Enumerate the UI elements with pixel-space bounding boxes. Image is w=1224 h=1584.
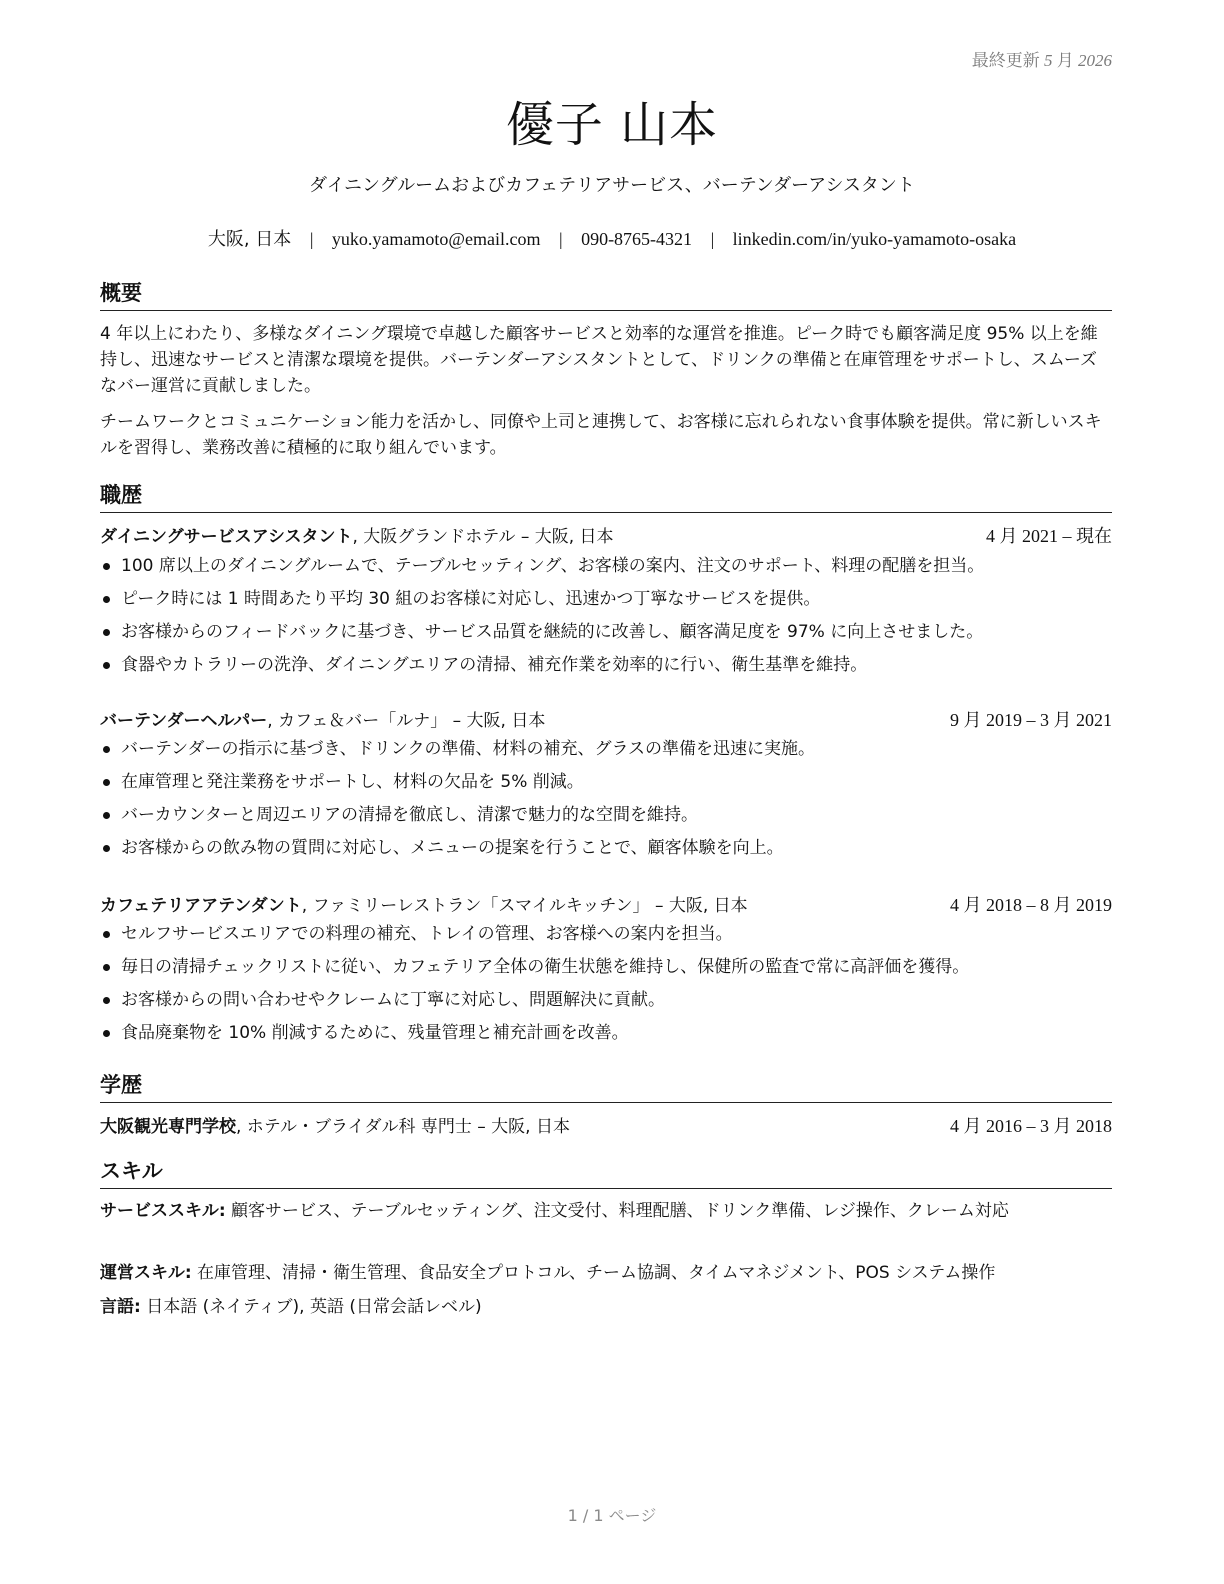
job-bullets [100,737,1112,869]
contact-separator: | [309,229,314,249]
education-entry [100,1112,1112,1138]
job-place: , カフェ＆バー「ルナ」 – 大阪, 日本 [267,711,546,731]
list-item: 在庫管理と発注業務をサポートし、材料の欠品を 5% 削減。 [100,770,1112,803]
contact-separator: | [710,229,715,249]
job-role: ダイニングサービスアシスタント [100,527,353,547]
list-item: 毎日の清掃チェックリストに従い、カフェテリア全体の衛生状態を維持し、保健所の監査で常に高評価を獲得。 [100,955,1112,988]
job-role: バーテンダーヘルパー [100,711,268,731]
skill-value: 在庫管理、清掃・衛生管理、食品安全プロトコル、チーム協調、タイムマネジメント、POS システム操作 [191,1263,996,1283]
education-dates: 4 月 2016 – 3 月 2018 [950,1116,1112,1136]
skill-row-service [100,1198,1112,1224]
candidate-name: 優子 山本 [505,97,719,153]
education-detail: , ホテル・ブライダル科 専門士 – 大阪, 日本 [236,1117,570,1137]
job-title-line [100,891,748,917]
list-item: ピーク時には 1 時間あたり平均 30 組のお客様に対応し、迅速かつ丁寧なサービスを提供。 [100,587,1112,620]
school-name: 大阪観光専門学校 [100,1117,236,1137]
skill-row-operations [100,1260,1112,1286]
contact-separator: | [558,229,563,249]
summary-heading: 概要 [100,277,1112,311]
skill-label: 運営スキル: [100,1263,192,1283]
list-item: バーテンダーの指示に基づき、ドリンクの準備、材料の補充、グラスの準備を迅速に実施。 [100,737,1112,770]
list-item: お客様からの飲み物の質問に対応し、メニューの提案を行うことで、顧客体験を向上。 [100,836,1112,869]
education-title-line [100,1112,570,1138]
education-heading: 学歴 [100,1069,1112,1103]
list-item: 100 席以上のダイニングルームで、テーブルセッティング、お客様の案内、注文のサポート、料理の配膳を担当。 [100,554,1112,587]
last-updated [972,46,1112,71]
skills-heading: スキル [100,1155,1112,1189]
job-header [100,706,1112,732]
page-number: 1 / 1 ページ [567,1506,657,1525]
job-place: , 大阪グランドホテル – 大阪, 日本 [352,527,614,547]
contact-location: 大阪, 日本 [207,229,292,250]
skill-label: 言語: [100,1297,141,1317]
job-dates: 4 月 2018 – 8 月 2019 [950,895,1112,915]
last-updated-year: 2026 [1078,51,1112,70]
list-item: セルフサービスエリアでの料理の補充、トレイの管理、お客様への案内を担当。 [100,922,1112,955]
job-bullets [100,554,1112,686]
experience-heading: 職歴 [100,479,1112,513]
contact-phone[interactable]: 090-8765-4321 [581,229,693,249]
job-dates: 4 月 2021 – 現在 [986,526,1112,546]
contact-line [0,225,1224,251]
list-item: 食品廃棄物を 10% 削減するために、残量管理と補充計画を改善。 [100,1021,1112,1054]
job-dates: 9 月 2019 – 3 月 2021 [950,710,1112,730]
job-title-line [100,706,545,732]
list-item: お客様からのフィードバックに基づき、サービス品質を継続的に改善し、顧客満足度を 97% に向上させました。 [100,620,1112,653]
contact-email[interactable]: yuko.yamamoto@email.com [331,229,541,249]
skill-value: 日本語 (ネイティブ), 英語 (日常会話レベル) [140,1297,482,1317]
last-updated-month: 5 [1044,51,1053,70]
job-role: カフェテリアアテンダント [100,896,302,916]
last-updated-label: 最終更新 [971,51,1040,70]
contact-linkedin[interactable]: linkedin.com/in/yuko-yamamoto-osaka [732,229,1017,249]
list-item: 食器やカトラリーの洗浄、ダイニングエリアの清掃、補充作業を効率的に行い、衛生基準を維持。 [100,653,1112,686]
job-bullets [100,922,1112,1054]
skill-value: 顧客サービス、テーブルセッティング、注文受付、料理配膳、ドリンク準備、レジ操作、クレーム対応 [225,1201,1009,1221]
list-item: バーカウンターと周辺エリアの清掃を徹底し、清潔で魅力的な空間を維持。 [100,803,1112,836]
job-header [100,522,1112,548]
skill-label: サービススキル: [100,1201,226,1221]
job-place: , ファミリーレストラン「スマイルキッチン」 – 大阪, 日本 [301,896,748,916]
job-header [100,891,1112,917]
summary-paragraph: 4 年以上にわたり、多様なダイニング環境で卓越した顧客サービスと効率的な運営を推進。ピーク時でも顧客満足度 95% 以上を維持し、迅速なサービスと清潔な環境を提供。バーテンダーアシスタントとして、ドリンクの準備と在庫管理をサポートし、スムーズなバー運営に貢献しました。 [100,324,1098,396]
skill-row-languages [100,1294,1112,1320]
last-updated-month-unit: 月 [1056,51,1074,70]
list-item: お客様からの問い合わせやクレームに丁寧に対応し、問題解決に貢献。 [100,988,1112,1021]
candidate-subtitle: ダイニングルームおよびカフェテリアサービス、バーテンダーアシスタント [309,175,915,196]
job-title-line [100,522,614,548]
summary-paragraph: チームワークとコミュニケーション能力を活かし、同僚や上司と連携して、お客様に忘れられない食事体験を提供。常に新しいスキルを習得し、業務改善に積極的に取り組んでいます。 [100,412,1102,458]
